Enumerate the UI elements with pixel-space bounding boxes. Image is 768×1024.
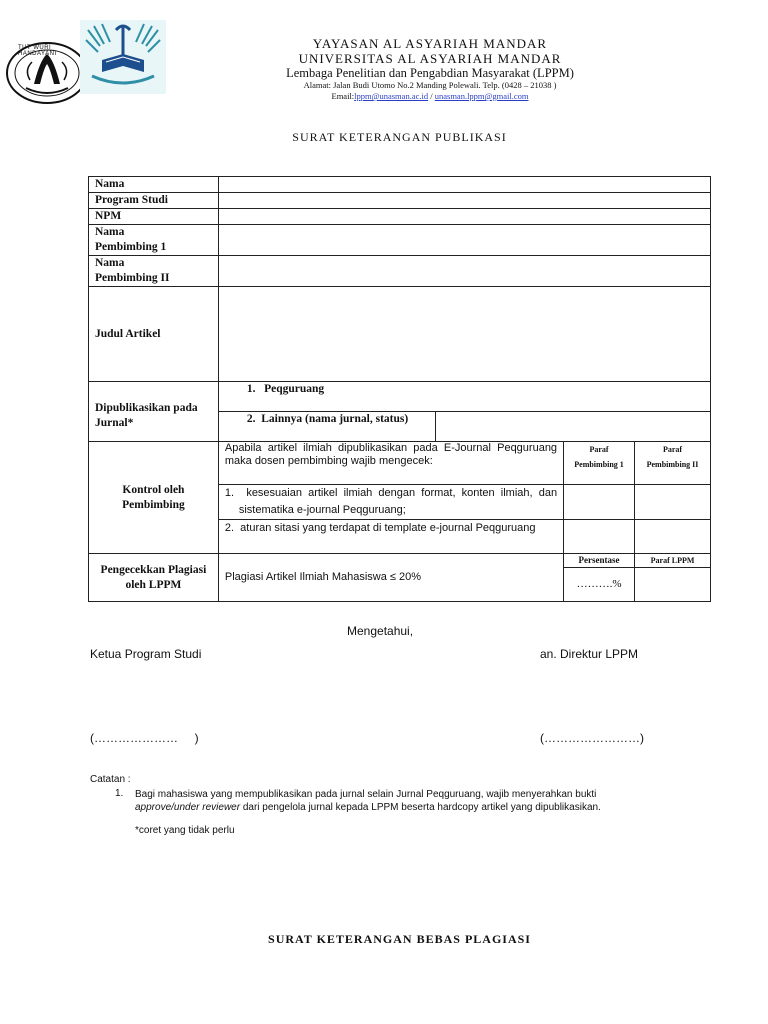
jurnal-option-1[interactable]: 1. Peqguruang (218, 382, 710, 412)
persentase-value[interactable]: ……….% (564, 568, 635, 602)
persentase-header: Persentase (564, 554, 635, 568)
jurnal-option-2[interactable]: 2. Lainnya (nama jurnal, status) (218, 412, 436, 442)
ketua-prodi-label: Ketua Program Studi (90, 647, 202, 661)
paraf-pembimbing-2-cell[interactable] (635, 485, 711, 520)
document-title-2: SURAT KETERANGAN BEBAS PLAGIASI (268, 932, 531, 946)
label-npm: NPM (89, 209, 219, 225)
field-pembimbing-1[interactable] (218, 225, 710, 256)
right-signature-blank[interactable]: (……………………) (540, 731, 644, 745)
label-dipublikasikan: Dipublikasikan pada Jurnal* (89, 382, 219, 442)
logo-left-text: TUT WURI HANDAYANI (18, 45, 57, 57)
label-pembimbing-2: Nama Pembimbing II (89, 256, 219, 287)
field-jurnal-lainnya[interactable] (436, 412, 711, 442)
label-kontrol: Kontrol oleh Pembimbing (89, 442, 219, 554)
field-program-studi[interactable] (218, 193, 710, 209)
label-nama: Nama (89, 177, 219, 193)
email-line (170, 91, 690, 101)
field-npm[interactable] (218, 209, 710, 225)
label-program-studi: Program Studi (89, 193, 219, 209)
field-pembimbing-2[interactable] (218, 256, 710, 287)
note-item-1: Bagi mahasiswa yang mempublikasikan pada jurnal selain Jurnal Peqguruang, wajib menyerahkan bukti approve/under reviewer dari pengelola jurnal kepada LPPM beserta hardcopy artikel yang dipublikasikan. (135, 789, 601, 813)
email-separator: / (428, 91, 435, 101)
email-link-1[interactable]: lppm@unasman.ac.id (354, 91, 429, 101)
note-number: 1. (115, 788, 124, 799)
field-judul-artikel[interactable] (218, 287, 710, 382)
plagiasi-text: Plagiasi Artikel Ilmiah Mahasiswa ≤ 20% (218, 554, 563, 602)
publication-form-table (88, 176, 711, 602)
kontrol-item-2: 2. aturan sitasi yang terdapat di template e-journal Peqguruang (218, 520, 563, 554)
field-nama[interactable] (218, 177, 710, 193)
kontrol-intro: Apabila artikel ilmiah dipublikasikan pada E-Journal Peqguruang maka dosen pembimbing wajib mengecek: (218, 442, 563, 485)
paraf-pembimbing-1-cell[interactable] (564, 485, 635, 520)
tut-wuri-handayani-logo (4, 40, 90, 106)
university-name: UNIVERSITAS AL ASYARIAH MANDAR (298, 51, 562, 66)
label-pembimbing-1: Nama Pembimbing 1 (89, 225, 219, 256)
paraf-lppm-cell[interactable] (635, 568, 711, 602)
direktur-lppm-label: an. Direktur LPPM (540, 647, 639, 661)
paraf-pembimbing-2-cell-2[interactable] (635, 520, 711, 554)
paraf-lppm-header: Paraf LPPM (635, 554, 711, 568)
address-line: Alamat: Jalan Budi Utomo No.2 Manding Polewali. Telp. (0428 – 21038 ) (303, 80, 557, 90)
email-label: Email: (331, 91, 355, 101)
mengetahui-label: Mengetahui, (347, 624, 414, 638)
institute-name: Lembaga Penelitian dan Pengabdian Masyarakat (LPPM) (286, 66, 574, 80)
paraf-pembimbing-1-cell-2[interactable] (564, 520, 635, 554)
paraf-pembimbing-2-header: Paraf Pembimbing II (635, 442, 711, 485)
label-judul-artikel: Judul Artikel (89, 287, 219, 382)
foundation-name: YAYASAN AL ASYARIAH MANDAR (312, 36, 548, 51)
catatan-label: Catatan : (90, 774, 131, 785)
coret-note: *coret yang tidak perlu (135, 825, 235, 836)
left-signature-blank[interactable]: (………………… ) (90, 731, 199, 745)
label-pengecekan: Pengecekkan Plagiasi oleh LPPM (89, 554, 219, 602)
document-title: SURAT KETERANGAN PUBLIKASI (292, 130, 507, 144)
email-link-2[interactable]: unasman.lppm@gmail.com (434, 91, 529, 101)
university-emblem-logo (80, 20, 166, 94)
paraf-pembimbing-1-header: Paraf Pembimbing 1 (564, 442, 635, 485)
kontrol-item-1: 1. kesesuaian artikel ilmiah dengan format, konten ilmiah, dan sistematika e-journal Peqguruang; (218, 485, 563, 520)
